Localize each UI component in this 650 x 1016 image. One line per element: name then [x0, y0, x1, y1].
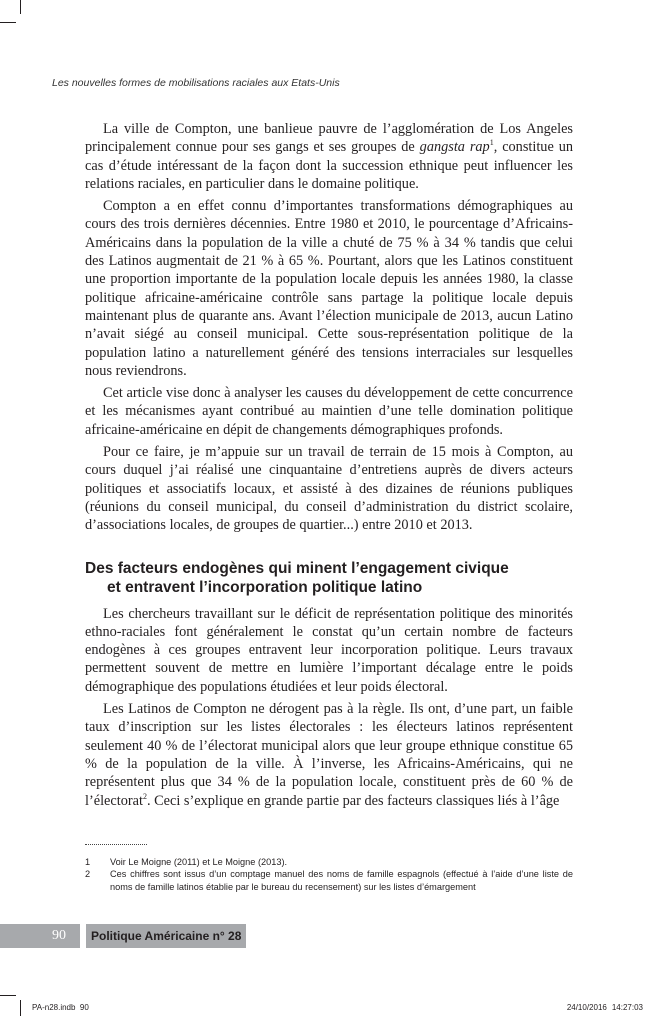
- section-heading-line: et entravent l’incorporation politique latino: [107, 578, 423, 596]
- section-heading-line: Des facteurs endogènes qui minent l’engagement civique: [85, 559, 509, 577]
- footnote: [85, 868, 573, 893]
- running-head: Les nouvelles formes de mobilisations raciales aux Etats-Unis: [52, 77, 340, 89]
- paragraph: Pour ce faire, je m’appuie sur un travail de terrain de 15 mois à Compton, au cours duquel j’ai réalisé une cinquantaine d’entretiens auprès de divers acteurs politiques et associatifs locaux, et assisté à des dizaines de réunions publiques (réunions du conseil municipal, du conseil d’administration du district scolaire, d’associations locales, de groupes de quartier...) entre 2010 et 2013.: [85, 444, 573, 534]
- page-number: 90: [0, 924, 80, 948]
- crop-mark: [0, 22, 16, 23]
- page-footer: [0, 924, 246, 948]
- footnote-text: Voir Le Moigne (2011) et Le Moigne (2013).: [110, 857, 288, 867]
- slug-date: 24/10/2016: [566, 1003, 607, 1012]
- footnote-ref[interactable]: 2: [142, 791, 147, 801]
- section-heading: [85, 559, 573, 597]
- footnotes: [85, 856, 573, 893]
- journal-title: Politique Américaine n° 28: [86, 924, 246, 948]
- footnote-text: Ces chiffres sont issus d’un comptage manuel des noms de famille espagnols (effectué à l’aide d’une liste de noms de famille latinos établie par le bureau du recensement) sur les listes d’émargement: [110, 869, 573, 892]
- footnote: [85, 856, 573, 868]
- paragraph: Les chercheurs travaillant sur le déficit de représentation politique des minorités ethno-raciales font généralement le constat qu’un certain nombre de facteurs endogènes à ces groupes entravent leur incorporation politique. Leurs travaux permettent souvent de mettre en lumière l’important décalage entre le poids démographique des populations étudiées et leur poids électoral.: [85, 605, 573, 695]
- crop-mark: [20, 1000, 21, 1016]
- print-slug-file: [32, 1003, 89, 1012]
- italic-term: gangsta rap: [419, 139, 490, 156]
- footnote-number: 2: [85, 869, 91, 880]
- body-text: [85, 120, 573, 810]
- paragraph: Cet article vise donc à analyser les causes du développement de cette concurrence et les mécanismes ayant contribué au maintien d’une telle domination politique africaine-américaine en dépit de changements démographiques profonds.: [85, 385, 573, 438]
- crop-mark: [0, 995, 16, 996]
- slug-time: 14:27:03: [611, 1003, 643, 1012]
- paragraph: Compton a en effet connu d’importantes transformations démographiques au cours des trois dernières décennies. Entre 1980 et 2010, le pourcentage d’Africains-Américains dans la population de la ville a chuté de 75 % à 34 % tandis que celui des Latinos augmentait de 21 % à 65 %. Pourtant, alors que les Latinos constituent une proportion importante de la population locale depuis les années 1980, la classe politique africaine-américaine contrôle sans partage la politique locale depuis maintenant plus de quarante ans. Avant l’élection municipale de 2013, aucun Latino n’avait siégé au conseil municipal. Cette sous-représentation politique de la population latino a naturellement généré des tensions interraciales sur lesquelles nous reviendrons.: [85, 198, 573, 379]
- slug-page: 90: [79, 1003, 89, 1012]
- print-slug-timestamp: [567, 1003, 643, 1012]
- crop-mark: [20, 0, 21, 14]
- footnote-number: 1: [85, 857, 91, 867]
- paragraph: La ville de Compton, une banlieue pauvre de l’agglomération de Los Angeles principalement connue pour ses gangs et ses groupes de gangsta rap$^1$, constitue un cas d’étude intéressant de la façon dont la succession ethnique peut influencer les relations raciales, en particulier dans le domaine politique.: [85, 121, 573, 192]
- slug-filename: PA-n28.indb: [32, 1003, 76, 1012]
- footnote-separator: [85, 844, 147, 845]
- paragraph: Les Latinos de Compton ne dérogent pas à la règle. Ils ont, d’une part, un faible taux d’inscription sur les listes électorales : les électeurs latinos représentent seulement 40 % de l’électorat municipal alors que leur groupe ethnique constitue 65 % de la population de la ville. À l’inverse, les Africains-Américains, qui ne représentent plus que 34 % de la population locale, constituent près de 60 % de l’électorat$^2$. Ceci s’explique en grande partie par des facteurs classiques liés à l’âge: [85, 701, 573, 809]
- footnote-ref[interactable]: 1: [489, 138, 494, 148]
